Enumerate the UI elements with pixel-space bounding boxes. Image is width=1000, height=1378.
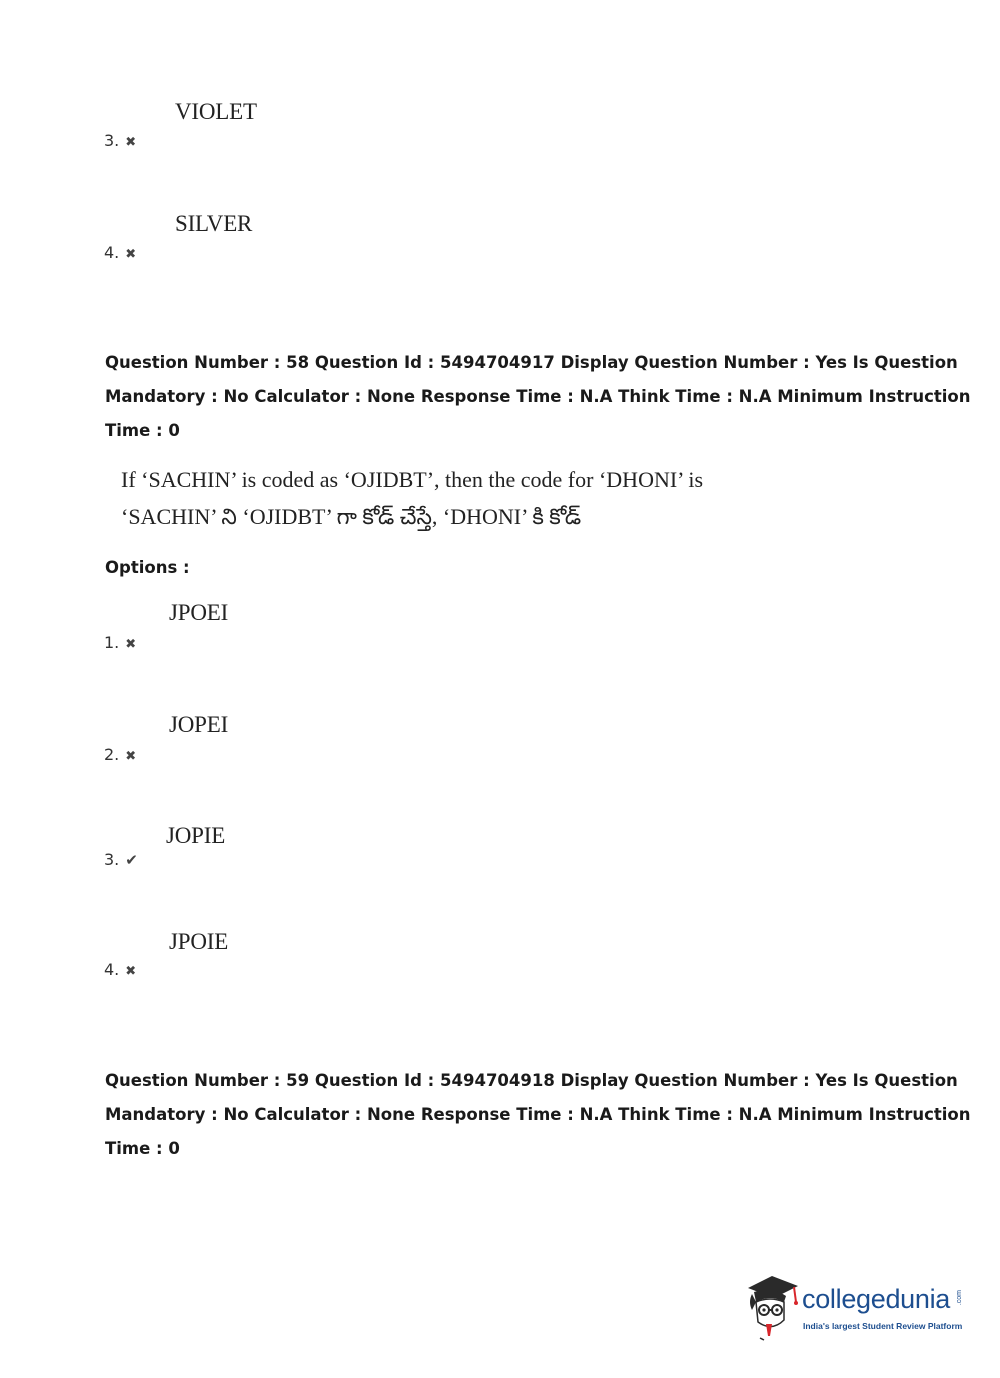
q58-option-1-number bbox=[104, 633, 136, 652]
meta-line: Time : 0 bbox=[105, 1139, 180, 1158]
collegedunia-logo bbox=[742, 1272, 972, 1342]
q58-option-3-number bbox=[104, 850, 138, 869]
cross-icon: ✖ bbox=[125, 247, 137, 262]
check-icon: ✔ bbox=[125, 851, 138, 869]
logo-dotcom: .com bbox=[956, 1290, 963, 1306]
q58-option-1-text: JPOEI bbox=[169, 600, 229, 625]
question-english: If ‘SACHIN’ is coded as ‘OJIDBT’, then the code for ‘DHONI’ is bbox=[121, 467, 704, 492]
q58-option-4-text: JPOIE bbox=[169, 929, 229, 954]
logo-wordmark: collegedunia bbox=[802, 1284, 951, 1314]
q58-question bbox=[121, 461, 703, 535]
cross-icon: ✖ bbox=[125, 637, 137, 652]
prev-option-4-text: SILVER bbox=[175, 211, 253, 236]
prev-option-4-number bbox=[104, 243, 136, 262]
meta-line: Question Number : 59 Question Id : 5494704918 Display Question Number : Yes Is Question bbox=[105, 1071, 958, 1090]
option-number: 4. bbox=[104, 243, 120, 262]
options-label: Options : bbox=[105, 558, 190, 577]
meta-line: Mandatory : No Calculator : None Response Time : N.A Think Time : N.A Minimum Instruction bbox=[105, 387, 971, 406]
question-telugu: ‘SACHIN’ ని ‘OJIDBT’ గా కోడ్ చేస్తే, ‘DHONI’ కి కోడ్ bbox=[121, 504, 582, 529]
q59-meta bbox=[105, 1064, 971, 1166]
prev-option-3-number bbox=[104, 131, 136, 150]
q58-option-2-text: JOPEI bbox=[169, 712, 229, 737]
cross-icon: ✖ bbox=[125, 964, 137, 979]
option-number: 2. bbox=[104, 745, 120, 764]
cross-icon: ✖ bbox=[125, 135, 137, 150]
logo-tagline: India's largest Student Review Platform bbox=[803, 1321, 963, 1331]
q58-option-3-text: JOPIE bbox=[166, 823, 226, 848]
option-number: 3. bbox=[104, 850, 120, 869]
option-number: 4. bbox=[104, 960, 120, 979]
meta-line: Mandatory : No Calculator : None Response Time : N.A Think Time : N.A Minimum Instruction bbox=[105, 1105, 971, 1124]
cross-icon: ✖ bbox=[125, 749, 137, 764]
q58-meta bbox=[105, 346, 971, 448]
prev-option-3-text: VIOLET bbox=[175, 99, 257, 124]
meta-line: Time : 0 bbox=[105, 421, 180, 440]
q58-option-2-number bbox=[104, 745, 136, 764]
mascot-icon bbox=[742, 1272, 804, 1342]
option-number: 3. bbox=[104, 131, 120, 150]
meta-line: Question Number : 58 Question Id : 5494704917 Display Question Number : Yes Is Question bbox=[105, 353, 958, 372]
q58-option-4-number bbox=[104, 960, 136, 979]
option-number: 1. bbox=[104, 633, 120, 652]
